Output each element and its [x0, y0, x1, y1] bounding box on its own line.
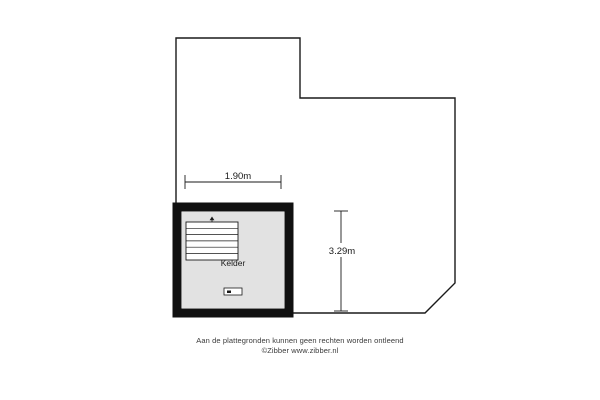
kelder-label: Kelder — [220, 258, 246, 268]
window-symbol — [224, 288, 242, 295]
staircase — [186, 217, 238, 261]
footer-copyright: ©Zibber www.zibber.nl — [261, 345, 339, 355]
footer-disclaimer: Aan de plattegronden kunnen geen rechten worden ontleend — [196, 335, 404, 345]
dimension-height-label: 3.29m — [328, 246, 356, 257]
dimension-width-label: 1.90m — [224, 171, 252, 182]
footer — [0, 336, 600, 356]
